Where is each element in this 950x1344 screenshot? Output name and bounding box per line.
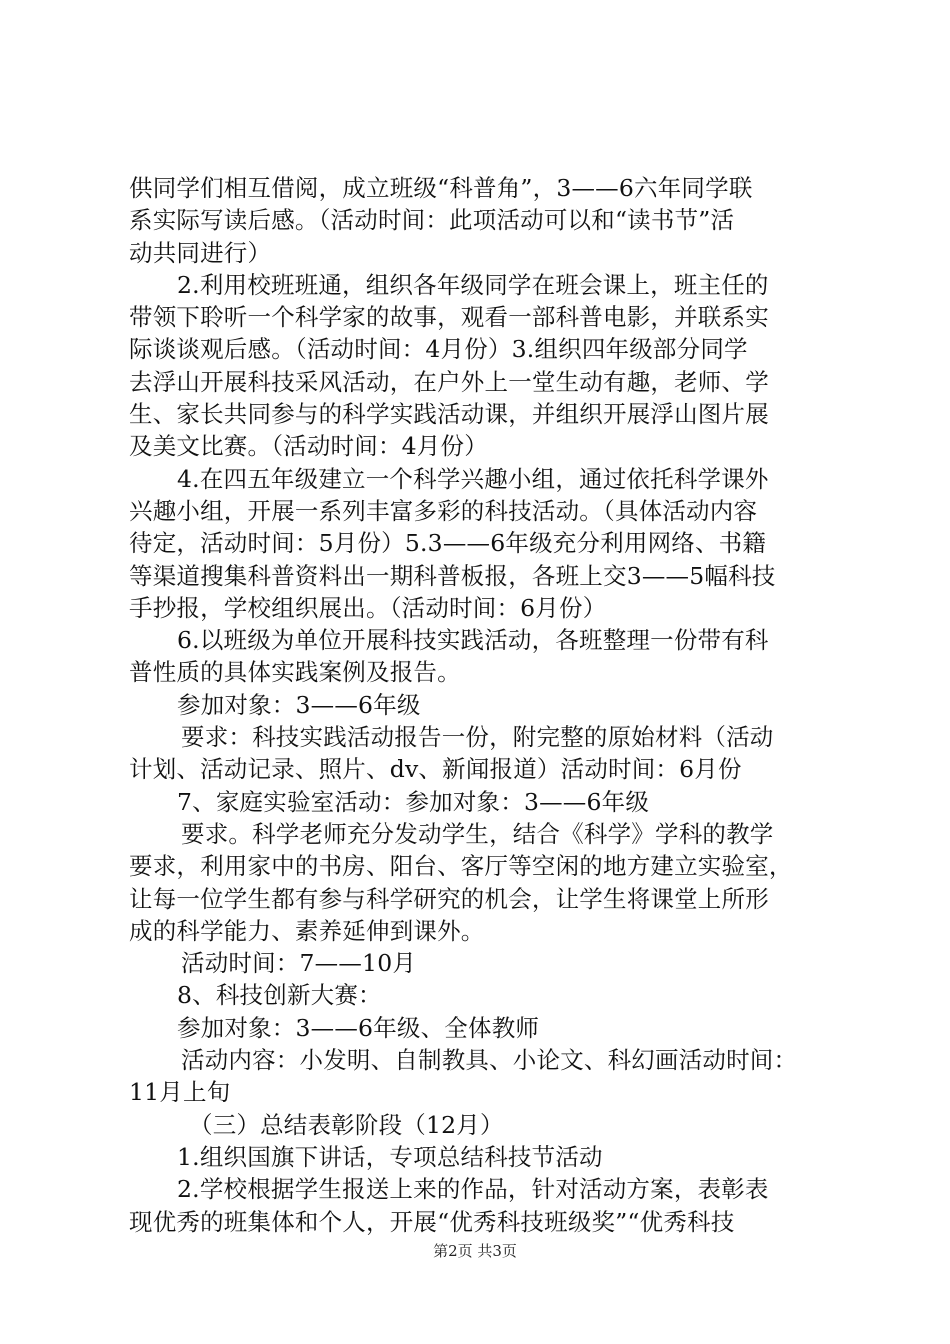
- text-line: 参加对象：3——6年级: [177, 690, 421, 719]
- body-text: [129, 172, 834, 1238]
- text-line: 成的科学能力、素养延伸到课外。: [129, 916, 485, 945]
- page-number-footer: 第2页 共3页: [433, 1242, 517, 1260]
- text-line: 8、科技创新大赛：: [177, 981, 382, 1010]
- text-line: 要求：科技实践活动报告一份，附完整的原始材料（活动: [181, 723, 774, 752]
- text-line: 7、家庭实验室活动：参加对象：3——6年级: [177, 787, 650, 816]
- text-line: 11月上旬: [129, 1078, 231, 1107]
- text-line: 供同学们相互借阅，成立班级“科普角”，3——6六年同学联: [129, 174, 753, 202]
- text-line: 现优秀的班集体和个人，开展“优秀科技班级奖”“优秀科技: [129, 1207, 735, 1236]
- text-line: 普性质的具体实践案例及报告。: [129, 658, 461, 687]
- text-line: 要求。科学老师充分发动学生，结合《科学》学科的教学: [181, 819, 774, 848]
- text-line: 等渠道搜集科普资料出一期科普板报，各班上交3——5幅科技: [129, 561, 776, 590]
- text-line: 参加对象：3——6年级、全体教师: [177, 1013, 540, 1042]
- text-line: 及美文比赛。（活动时间：4月份）: [129, 432, 488, 461]
- text-line: 让每一位学生都有参与科学研究的机会，让学生将课堂上所形: [129, 884, 769, 913]
- text-line: 6.以班级为单位开展科技实践活动，各班整理一份带有科: [177, 626, 769, 655]
- text-line: 待定，活动时间：5月份）5.3——6年级充分利用网络、书籍: [129, 529, 767, 558]
- text-line: 去浮山开展科技采风活动，在户外上一堂生动有趣，老师、学: [129, 367, 769, 396]
- text-line: 系实际写读后感。（活动时间：此项活动可以和“读书节”活: [129, 206, 735, 235]
- text-line: 兴趣小组，开展一系列丰富多彩的科技活动。（具体活动内容: [129, 496, 758, 525]
- text-line: 生、家长共同参与的科学实践活动课，并组织开展浮山图片展: [129, 400, 769, 429]
- text-line: 1.组织国旗下讲话，专项总结科技节活动: [177, 1142, 603, 1171]
- text-line: 际谈谈观后感。（活动时间：4月份）3.组织四年级部分同学: [129, 335, 748, 364]
- text-line: 4.在四五年级建立一个科学兴趣小组，通过依托科学课外: [177, 464, 769, 493]
- text-line: 2.学校根据学生报送上来的作品，针对活动方案，表彰表: [177, 1175, 769, 1204]
- text-line: 手抄报，学校组织展出。（活动时间：6月份）: [129, 593, 607, 622]
- text-line: 带领下聆听一个科学家的故事，观看一部科普电影，并联系实: [129, 303, 769, 332]
- text-line: 计划、活动记录、照片、dv、新闻报道）活动时间：6月份: [129, 755, 742, 784]
- section-heading: （三）总结表彰阶段（12月）: [189, 1110, 504, 1139]
- text-line: 活动内容：小发明、自制教具、小论文、科幻画活动时间：: [181, 1046, 798, 1075]
- text-line: 要求，利用家中的书房、阳台、客厅等空闲的地方建立实验室，: [129, 852, 793, 881]
- text-line: 2.利用校班班通，组织各年级同学在班会课上，班主任的: [177, 270, 769, 299]
- text-line: 动共同进行）: [129, 238, 272, 267]
- text-line: 活动时间：7——10月: [181, 949, 417, 978]
